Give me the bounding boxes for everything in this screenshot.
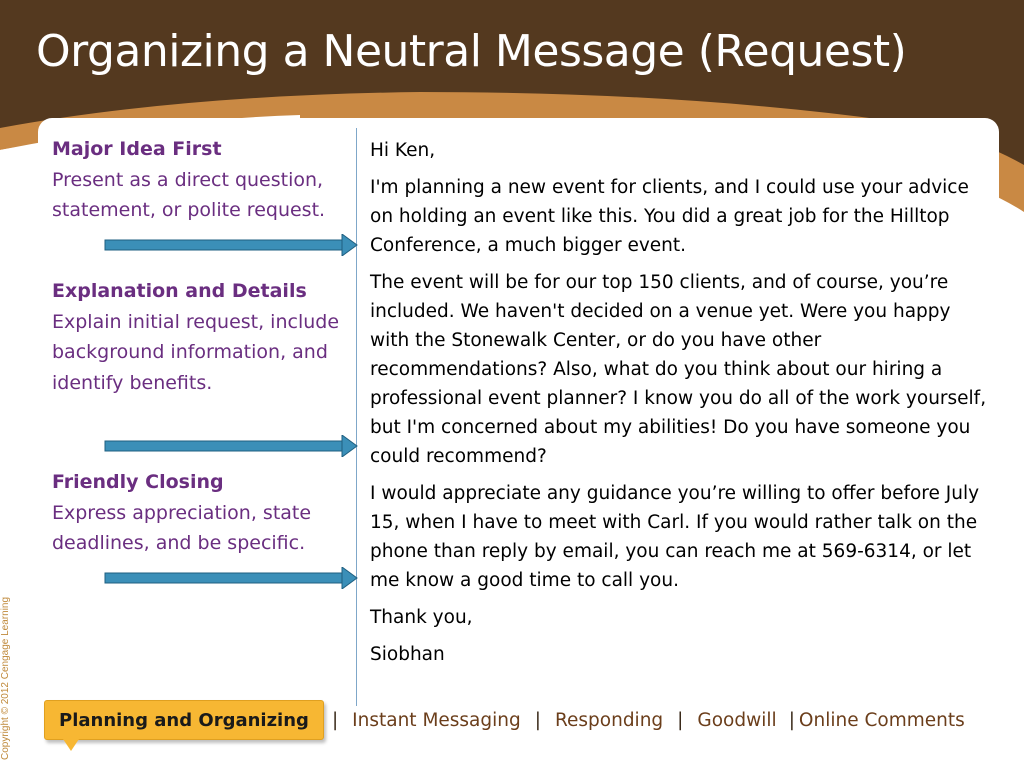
section-heading: Major Idea First: [52, 138, 222, 160]
guide-section-explanation: [52, 276, 352, 398]
guide-section-major-idea: [52, 134, 352, 226]
slide-title: Organizing a Neutral Message (Request): [36, 26, 907, 77]
nav-item-online-comments[interactable]: Online Comments: [798, 709, 965, 731]
letter-closing: Thank you,: [370, 607, 473, 628]
nav-item-goodwill[interactable]: Goodwill: [697, 709, 777, 731]
letter-greeting: Hi Ken,: [370, 140, 436, 161]
callout-tail: [63, 739, 79, 751]
bottom-nav: [44, 700, 965, 740]
letter-paragraph: I would appreciate any guidance you’re willing to offer before July 15, when I have to meet with Carl. If you would rather talk on the phone than reply by email, you can reach me at 569-6314, or let me know a good time to call you.: [370, 483, 980, 591]
section-description: Explain initial request, include background information, and identify benefits.: [52, 310, 340, 394]
nav-item-responding[interactable]: Responding: [554, 709, 664, 731]
letter-paragraph: I'm planning a new event for clients, and I could use your advice on holding an event like this. You did a great job for the Hilltop Conference, a much bigger event.: [370, 177, 969, 256]
example-letter: [370, 136, 994, 677]
nav-separator: |: [788, 709, 795, 731]
nav-separator: |: [331, 709, 339, 731]
section-heading: Explanation and Details: [52, 280, 307, 302]
arrow-right-icon: [104, 567, 358, 589]
nav-item-label: Planning and Organizing: [59, 709, 309, 731]
section-description: Present as a direct question, statement, or polite request.: [52, 168, 326, 221]
section-heading: Friendly Closing: [52, 471, 224, 493]
arrow-right-icon: [104, 435, 358, 457]
nav-item-planning-and-organizing[interactable]: [44, 700, 324, 740]
letter-paragraph: The event will be for our top 150 clients, and of course, you’re included. We haven't decided on a venue yet. Were you happy with the Stonewalk Center, or do you have other recommendations? Also, what do you think about our hiring a professional event planner? I know you do all of the work yourself, but I'm concerned about my abilities! Do you have someone you could recommend?: [370, 272, 987, 467]
section-description: Express appreciation, state deadlines, and be specific.: [52, 501, 312, 554]
letter-signature: Siobhan: [370, 644, 445, 665]
guide-section-closing: [52, 467, 352, 559]
copyright-text: Copyright © 2012 Cengage Learning: [0, 596, 11, 760]
arrow-right-icon: [104, 234, 358, 256]
nav-separator: |: [534, 709, 541, 731]
nav-item-instant-messaging[interactable]: Instant Messaging: [352, 709, 521, 731]
column-divider: [356, 128, 357, 706]
nav-separator: |: [677, 709, 684, 731]
